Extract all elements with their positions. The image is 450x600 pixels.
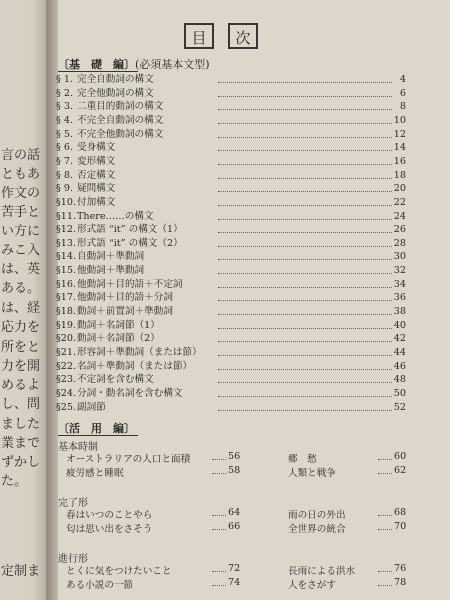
applied-section-underline (58, 435, 138, 436)
facing-page-fragment: 所をと (1, 340, 41, 355)
toc-section-title: 完全自動詞の構文 (77, 74, 154, 85)
toc-section-title: 疑問構文 (77, 183, 116, 195)
applied-entry-title: 雨の日の外出 (288, 510, 346, 521)
toc-row[interactable] (58, 374, 450, 386)
toc-page-number: 20 (393, 183, 406, 195)
applied-entry-page: 56 (228, 451, 241, 462)
applied-group-heading: 基本時制 (58, 442, 98, 453)
toc-page (58, 0, 450, 600)
toc-page-number: 50 (393, 387, 406, 399)
applied-entry-title: 匂は思い出をさそう (66, 524, 153, 535)
leader-dots (218, 306, 392, 315)
leader-dots (218, 320, 392, 329)
toc-page-number: 8 (399, 101, 406, 113)
toc-page-number: 44 (393, 347, 406, 358)
leader-dots (378, 507, 392, 516)
toc-page-number: 22 (393, 196, 406, 208)
toc-section-title: 受身構文 (77, 142, 116, 154)
toc-row[interactable] (58, 265, 450, 277)
toc-row[interactable] (58, 211, 450, 223)
facing-page-fragment: めるよ (1, 378, 41, 393)
toc-page-number: 18 (393, 169, 406, 181)
toc-page-number: 48 (393, 374, 406, 386)
facing-page-fragment: 力を開 (1, 359, 41, 374)
applied-entry-title: 郷 愁 (288, 454, 317, 465)
title-char-1: 目 (184, 23, 214, 49)
toc-section-title: 否定構文 (77, 169, 116, 181)
toc-row[interactable] (58, 279, 450, 291)
applied-section-title: 〔活 用 編〕 (58, 422, 135, 435)
toc-section-number: § 5. (56, 128, 73, 140)
leader-dots (218, 101, 392, 110)
leader-dots (378, 465, 392, 474)
facing-page-fragment: ともあ (1, 167, 41, 182)
toc-section-title: 動詞＋前置詞＋準動詞 (77, 306, 173, 318)
toc-section-number: §25. (56, 401, 77, 413)
toc-row[interactable] (58, 74, 450, 86)
facing-page-fragment: は、英 (1, 262, 41, 277)
toc-row[interactable] (58, 251, 450, 263)
basic-section-heading (58, 56, 210, 72)
applied-entry-title: 春はいつのことやら (66, 510, 153, 521)
toc-page-number: 46 (393, 360, 406, 372)
applied-section-heading (58, 420, 135, 436)
facing-page-fragment: し、問 (1, 397, 41, 412)
toc-section-title: 副詞節 (77, 401, 106, 413)
toc-row[interactable] (58, 224, 450, 236)
applied-group-heading: 進行形 (58, 554, 88, 565)
toc-row[interactable] (58, 320, 450, 332)
toc-section-number: §16. (56, 278, 77, 290)
applied-entry-title: 長雨による洪水 (288, 566, 356, 577)
facing-page-margin (0, 0, 46, 600)
toc-section-title: 不定詞を含む構文 (77, 374, 154, 386)
toc-section-number: §21. (56, 347, 77, 358)
toc-section-number: §20. (56, 333, 77, 345)
toc-page-number: 10 (393, 114, 406, 126)
leader-dots (218, 265, 392, 274)
facing-page-fragment: ずかし (1, 455, 41, 470)
leader-dots (218, 333, 392, 342)
toc-section-number: §17. (56, 292, 77, 304)
applied-entry-title: 疲労感と睡眠 (66, 468, 124, 479)
applied-entry-page: 68 (394, 507, 407, 518)
leader-dots (218, 183, 392, 192)
toc-section-title: 動詞＋名詞節（2） (77, 333, 160, 345)
toc-section-title: 他動詞＋目的語＋分詞 (77, 292, 173, 304)
leader-dots (378, 451, 392, 460)
toc-section-number: § 7. (56, 155, 73, 167)
leader-dots (212, 507, 226, 516)
leader-dots (218, 374, 392, 383)
toc-section-title: 動詞＋名詞節（1） (77, 319, 160, 331)
toc-section-title: 名詞＋準動詞（または節） (77, 360, 193, 372)
toc-section-number: §22. (56, 360, 77, 372)
facing-page-fragment: は、経 (1, 301, 41, 316)
toc-row[interactable] (58, 402, 450, 414)
facing-page-fragment: ある。 (1, 281, 41, 296)
toc-section-number: §18. (56, 306, 77, 318)
toc-section-number: §23. (56, 374, 77, 386)
toc-section-number: §24. (56, 387, 77, 399)
toc-section-title: 不完全他動詞の構文 (77, 128, 164, 140)
leader-dots (378, 577, 392, 586)
leader-dots (218, 224, 392, 233)
toc-page-number: 32 (393, 265, 406, 277)
basic-section-title: 〔基 礎 編〕 (58, 58, 135, 71)
applied-group-heading: 完了形 (58, 498, 88, 509)
toc-row[interactable] (58, 101, 450, 113)
toc-section-title: 他動詞＋準動詞 (77, 265, 145, 277)
toc-section-number: §12. (56, 224, 77, 236)
leader-dots (218, 211, 392, 220)
facing-page-fragment: い方に (1, 224, 41, 239)
toc-row[interactable] (58, 238, 450, 250)
basic-section-note: (必須基本文型) (135, 58, 210, 71)
toc-page-number: 6 (399, 87, 406, 99)
toc-page-number: 30 (393, 251, 406, 263)
applied-entry-page: 58 (228, 465, 241, 476)
leader-dots (218, 238, 392, 247)
toc-section-number: § 4. (56, 114, 73, 126)
toc-section-number: §13. (56, 237, 77, 249)
toc-page-number: 52 (393, 401, 406, 413)
leader-dots (212, 563, 226, 572)
leader-dots (212, 521, 226, 530)
toc-page-number: 16 (393, 155, 406, 167)
leader-dots (218, 115, 392, 124)
facing-page-fragment: 言の話 (1, 148, 41, 163)
leader-dots (218, 156, 392, 165)
applied-entry-page: 72 (228, 563, 241, 574)
applied-entry-title: ある小説の一節 (66, 580, 134, 591)
applied-entry-title: 人類と戦争 (288, 468, 336, 479)
leader-dots (218, 292, 392, 301)
toc-section-number: § 6. (56, 142, 73, 154)
leader-dots (218, 402, 392, 411)
toc-section-number: §10. (56, 196, 77, 208)
toc-section-title: 形式語 “it” の構文（1） (77, 224, 183, 236)
applied-entry-page: 78 (394, 577, 407, 588)
leader-dots (218, 129, 392, 138)
applied-entry-page: 70 (394, 521, 407, 532)
toc-row[interactable] (58, 170, 450, 182)
facing-page-fragment: ました (1, 417, 41, 432)
leader-dots (218, 361, 392, 370)
toc-section-number: § 1. (56, 74, 73, 85)
leader-dots (212, 451, 226, 460)
applied-entry-page: 76 (394, 563, 407, 574)
toc-section-title: There……の構文 (77, 210, 154, 222)
facing-page-fragment: 苦手と (1, 205, 41, 220)
facing-page-fragment: た。 (1, 474, 28, 489)
toc-row[interactable] (58, 333, 450, 345)
leader-dots (218, 347, 392, 356)
facing-page-fragment: みこ入 (1, 243, 41, 258)
applied-entry-page: 60 (394, 451, 407, 462)
applied-entry-page: 62 (394, 465, 407, 476)
applied-entry-title: オーストラリアの人口と面積 (66, 454, 191, 465)
toc-row[interactable] (58, 156, 450, 168)
applied-entry-page: 74 (228, 577, 241, 588)
toc-row[interactable] (58, 292, 450, 304)
toc-row[interactable] (58, 129, 450, 141)
toc-page-number: 12 (393, 128, 406, 140)
toc-page-number: 14 (393, 142, 406, 154)
toc-section-number: § 9. (56, 183, 73, 195)
toc-section-title: 形式語 “it” の構文（2） (77, 237, 183, 249)
facing-page-fragment: 作文の (1, 186, 41, 201)
toc-section-title: 分詞・動名詞を含む構文 (77, 387, 183, 399)
leader-dots (218, 74, 392, 83)
toc-page-number: 4 (399, 74, 406, 85)
facing-page-fragment: 業まで (1, 436, 41, 451)
applied-entry-title: 人をさがす (288, 580, 336, 591)
toc-row[interactable] (58, 197, 450, 209)
toc-page-number: 38 (393, 306, 406, 318)
applied-entry-page: 64 (228, 507, 241, 518)
toc-section-title: 付加構文 (77, 196, 116, 208)
applied-entry-title: とくに気をつけたいこと (66, 566, 172, 577)
leader-dots (218, 279, 392, 288)
toc-section-number: §11. (56, 210, 77, 222)
facing-page-fragment: 応力を (1, 320, 41, 335)
applied-entry-page: 66 (228, 521, 241, 532)
toc-page-number: 34 (393, 278, 406, 290)
toc-page-number: 28 (393, 237, 406, 249)
leader-dots (218, 197, 392, 206)
title-char-2: 次 (228, 23, 258, 49)
toc-page-number: 26 (393, 224, 406, 236)
toc-page-number: 36 (393, 292, 406, 304)
leader-dots (218, 251, 392, 260)
toc-row[interactable] (58, 115, 450, 127)
toc-row[interactable] (58, 88, 450, 100)
toc-row[interactable] (58, 361, 450, 373)
toc-section-number: §19. (56, 319, 77, 331)
leader-dots (218, 388, 392, 397)
toc-row[interactable] (58, 347, 450, 359)
toc-page-number: 42 (393, 333, 406, 345)
toc-section-number: §14. (56, 251, 77, 263)
toc-section-number: § 8. (56, 169, 73, 181)
leader-dots (212, 577, 226, 586)
leader-dots (212, 465, 226, 474)
toc-section-title: 完全他動詞の構文 (77, 87, 154, 99)
toc-row[interactable] (58, 183, 450, 195)
toc-section-number: § 2. (56, 87, 73, 99)
toc-page-number: 40 (393, 319, 406, 331)
toc-section-title: 二重目的動詞の構文 (77, 101, 164, 113)
facing-page-fragment: 定制ま (1, 564, 41, 579)
toc-section-title: 他動詞＋目的語＋不定詞 (77, 278, 183, 290)
toc-section-number: § 3. (56, 101, 73, 113)
leader-dots (218, 142, 392, 151)
toc-section-title: 自動詞＋準動詞 (77, 251, 145, 263)
toc-row[interactable] (58, 142, 450, 154)
toc-section-number: §15. (56, 265, 77, 277)
applied-entry-title: 全世界の統合 (288, 524, 346, 535)
leader-dots (378, 521, 392, 530)
toc-section-title: 形容詞＋準動詞（または節） (77, 347, 202, 358)
leader-dots (218, 170, 392, 179)
leader-dots (218, 88, 392, 97)
toc-row[interactable] (58, 388, 450, 400)
toc-row[interactable] (58, 306, 450, 318)
toc-page-number: 24 (393, 210, 406, 222)
basic-section-underline (58, 71, 138, 72)
leader-dots (378, 563, 392, 572)
toc-section-title: 不完全自動詞の構文 (77, 114, 164, 126)
toc-section-title: 変形構文 (77, 155, 116, 167)
